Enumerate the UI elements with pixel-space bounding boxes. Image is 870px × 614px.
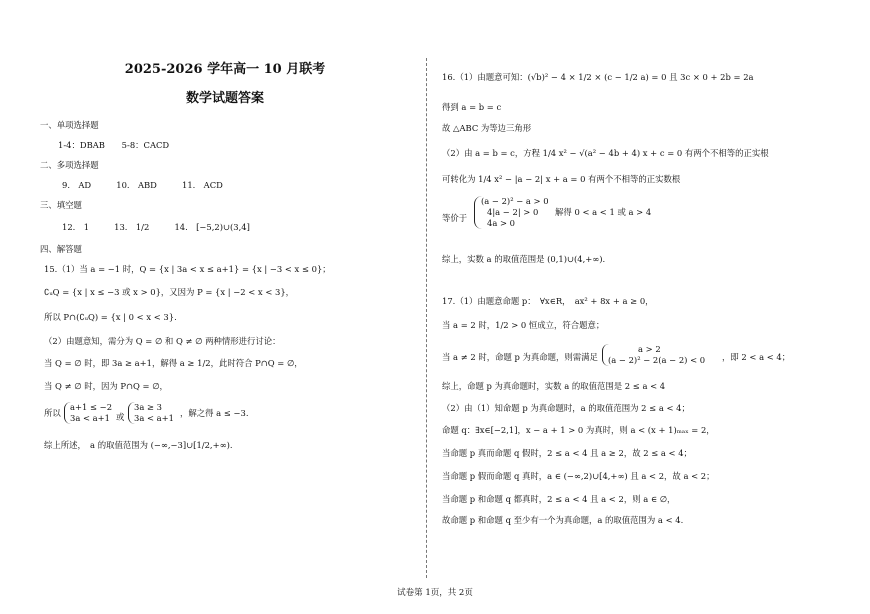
- q16-system-prefix: 等价于: [442, 213, 468, 223]
- q16-line-5: 可转化为 1/4 x² − |a − 2| x + a = 0 有两个不相等的正实数根: [442, 174, 681, 184]
- q15-line-5: 当 Q = ∅ 时，即 3a ≥ a+1，解得 a ≥ 1/2，此时符合 P∩Q = ∅，: [44, 358, 303, 368]
- q15-system-prefix: 所以: [44, 408, 61, 418]
- single-choice-answers: 1-4：DBAB 5-8：CACD: [58, 140, 170, 150]
- q16-line-2: 得到 a = b = c: [442, 102, 502, 112]
- q15-or: 或: [116, 412, 125, 422]
- section-multi-choice: 二、多项选择题: [40, 160, 99, 170]
- q17-line-4: 综上，命题 p 为真命题时，实数 a 的取值范围是 2 ≤ a < 4: [442, 381, 666, 391]
- q16-conclusion: 综上，实数 a 的取值范围是 (0,1)∪(4,+∞).: [442, 254, 606, 264]
- q17-line-2: 当 a = 2 时，1/2 > 0 恒成立，符合题意；: [442, 320, 605, 330]
- q15-line-4: （2）由题意知，需分为 Q = ∅ 和 Q ≠ ∅ 两种情形进行讨论：: [44, 336, 281, 346]
- q15-sys1-line-1: a+1 ≤ −2: [70, 402, 113, 412]
- q17-system-suffix: ，即 2 < a < 4；: [722, 352, 791, 362]
- exam-subtitle: 数学试题答案: [185, 91, 264, 106]
- section-solutions: 四、解答题: [40, 244, 82, 254]
- section-single-choice: 一、单项选择题: [40, 120, 99, 130]
- q16-line-3: 故 △ABC 为等边三角形: [442, 123, 532, 133]
- q17-line-1: 17.（1）由题意命题 p： ∀x∈R， ax² + 8x + a ≥ 0，: [442, 296, 654, 306]
- q15-line-6: 当 Q ≠ ∅ 时，因为 P∩Q = ∅，: [44, 381, 168, 391]
- multi-choice-answers: 9. AD 10. ABD 11. ACD: [62, 180, 223, 190]
- exam-title: 2025-2026 学年高一 10 月联考: [124, 62, 326, 77]
- q15-sys1-line-2: 3a < a+1: [70, 413, 111, 423]
- q17-line-5: （2）由（1）知命题 p 为真命题时，a 的取值范围为 2 ≤ a < 4；: [442, 403, 690, 413]
- q16-sys-line-2: 4|a − 2| > 0 解得 0 < a < 1 或 a > 4: [487, 207, 652, 217]
- q17-line-7: 当命题 p 真而命题 q 假时，2 ≤ a < 4 且 a ≥ 2，故 2 ≤ a < 4；: [442, 448, 692, 458]
- q16-sys-line-1: (a − 2)² − a > 0: [481, 196, 549, 206]
- q16-sys-line-3: 4a > 0: [487, 218, 515, 228]
- q15-line-3: 所以 P∩(∁ᵤQ) = {x | 0 < x < 3}.: [44, 312, 177, 322]
- section-fill-blank: 三、填空题: [40, 200, 82, 210]
- q17-line-6: 命题 q：∃x∈[−2,1]，x − a + 1 > 0 为真时，则 a < (x + 1)ₘₐₓ = 2，: [442, 425, 715, 435]
- q16-system: [474, 196, 651, 229]
- fill-blank-answers: 12. 1 13. 1/2 14. [−5,2)∪(3,4]: [62, 222, 250, 232]
- q17-system-prefix: 当 a ≠ 2 时，命题 p 为真命题，则需满足: [442, 352, 598, 362]
- q15-line-2: ∁ᵤQ = {x | x ≤ −3 或 x > 0}，又因为 P = {x | −2 < x < 3}，: [44, 287, 295, 297]
- q15-conclusion: 综上所述， a 的取值范围为 (−∞,−3]∪[1/2,+∞).: [44, 440, 233, 450]
- q17-sys-line-1: a > 2: [638, 344, 661, 354]
- q15-system-2: [128, 402, 174, 424]
- column-divider: [426, 58, 427, 578]
- q16-line-4: （2）由 a = b = c，方程 1/4 x² − √(a² − 4b + 4) x + c = 0 有两个不相等的正实根: [442, 148, 769, 158]
- q17-system: [602, 344, 705, 366]
- page-footer: 试卷第 1页，共 2页: [397, 588, 473, 598]
- q15-sys2-line-1: 3a ≥ 3: [134, 402, 162, 412]
- q15-line-1: 15.（1）当 a = −1 时，Q = {x | 3a < x ≤ a+1} = {x | −3 < x ≤ 0}；: [44, 264, 331, 274]
- q17-line-9: 当命题 p 和命题 q 都真时，2 ≤ a < 4 且 a < 2，则 a ∈ ∅，: [442, 494, 676, 504]
- q17-line-8: 当命题 p 假而命题 q 真时，a ∈ (−∞,2)∪[4,+∞) 且 a < 2，故 a < 2；: [442, 471, 715, 481]
- q15-sys2-line-2: 3a < a+1: [134, 413, 175, 423]
- q15-system-suffix: ，解之得 a ≤ −3.: [180, 408, 249, 418]
- q17-sys-line-2: (a − 2)² − 2(a − 2) < 0: [608, 355, 706, 365]
- q17-line-10: 故命题 p 和命题 q 至少有一个为真命题，a 的取值范围为 a < 4.: [442, 515, 684, 525]
- q15-system-1: [64, 402, 112, 424]
- q16-line-1: 16.（1）由题意可知：(√b)² − 4 × 1/2 × (c − 1/2 a) = 0 且 3c × 0 + 2b = 2a: [442, 72, 754, 82]
